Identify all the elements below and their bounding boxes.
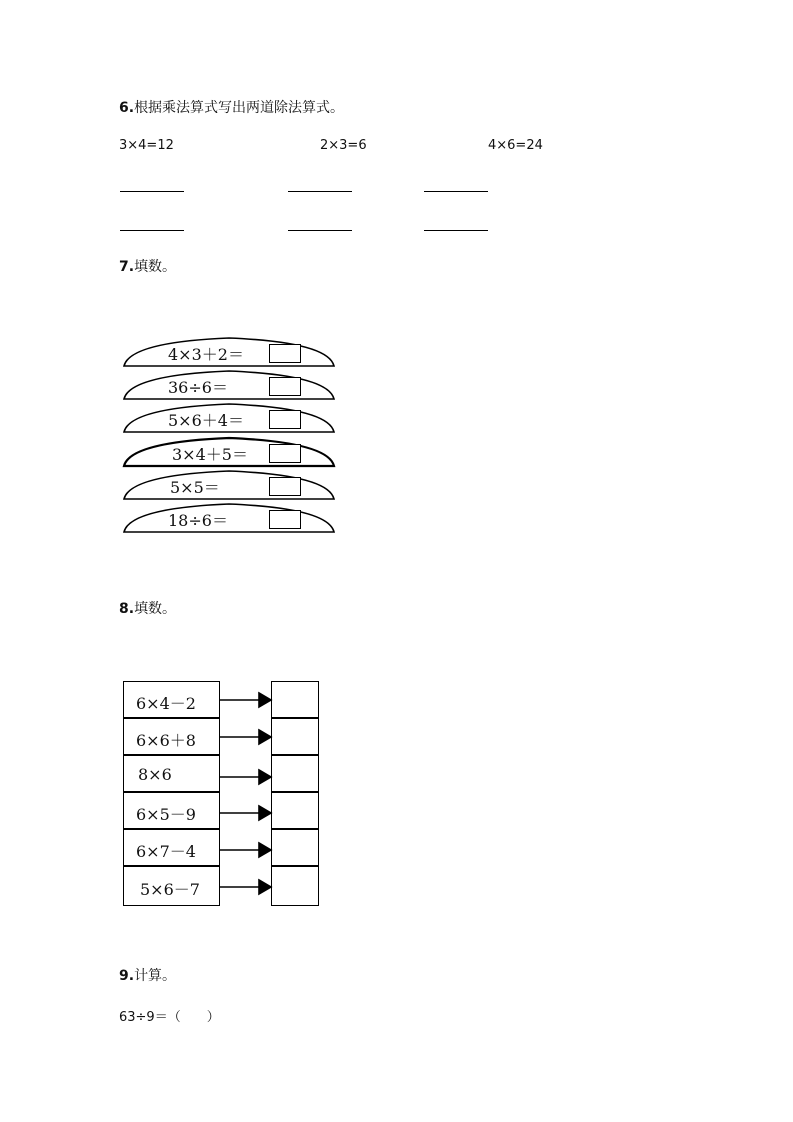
question-9-text: 计算。	[134, 968, 177, 984]
question-6-title	[119, 97, 344, 117]
q7-answer-box[interactable]	[269, 510, 301, 529]
q7-expression: 4×3＋2＝	[168, 345, 244, 364]
question-9-title	[119, 965, 176, 985]
arc-shape	[122, 502, 336, 534]
q8-answer-cell[interactable]	[271, 755, 319, 792]
q8-answer-cell[interactable]	[271, 829, 319, 866]
q8-expression: 6×4－2	[136, 694, 196, 713]
q6-equation-3: 4×6=24	[488, 138, 543, 153]
question-8-title	[119, 598, 176, 618]
q6-answer-blank[interactable]	[424, 230, 488, 231]
question-7-title	[119, 256, 176, 276]
q6-equation-1: 3×4=12	[119, 138, 174, 153]
q8-expression-cell	[123, 792, 220, 829]
q8-expression: 6×7－4	[136, 842, 196, 861]
q7-arc-item	[122, 469, 336, 501]
q8-answer-cell[interactable]	[271, 792, 319, 829]
q8-expression-cell	[123, 718, 220, 755]
q7-expression: 36÷6＝	[168, 378, 228, 397]
q7-answer-box[interactable]	[269, 344, 301, 363]
q7-expression: 5×6＋4＝	[168, 411, 244, 430]
q6-answer-blank[interactable]	[288, 191, 352, 192]
question-7-number: 7.	[119, 259, 135, 275]
arrow-icon	[259, 730, 271, 744]
q7-expression: 18÷6＝	[168, 511, 228, 530]
q7-arc-item	[122, 369, 336, 401]
q8-expression: 8×6	[138, 765, 172, 784]
q8-expression: 5×6－7	[140, 880, 200, 899]
q8-expression-cell	[123, 866, 220, 906]
q7-arc-item	[122, 502, 336, 534]
q6-answer-blank[interactable]	[288, 230, 352, 231]
q6-equation-2: 2×3=6	[320, 138, 367, 153]
question-6-text: 根据乘法算式写出两道除法算式。	[134, 100, 345, 116]
q7-arc-item	[122, 402, 336, 434]
question-7-text: 填数。	[134, 259, 177, 275]
q8-answer-cell[interactable]	[271, 718, 319, 755]
q8-arrows	[219, 681, 279, 911]
q7-answer-box[interactable]	[269, 444, 301, 463]
q8-expression: 6×5－9	[136, 805, 196, 824]
arc-shape	[122, 469, 336, 501]
arrow-icon	[259, 693, 271, 707]
q6-answer-blank[interactable]	[424, 191, 488, 192]
arc-shape	[122, 369, 336, 401]
q7-arc-item	[122, 336, 336, 368]
q7-arc-item	[122, 436, 336, 468]
q6-answer-blank[interactable]	[120, 191, 184, 192]
question-6-number: 6.	[119, 100, 135, 116]
q8-expression-cell	[123, 755, 220, 792]
arrow-icon	[259, 843, 271, 857]
q8-expression-cell	[123, 681, 220, 718]
q8-expression: 6×6＋8	[136, 731, 196, 750]
q7-answer-box[interactable]	[269, 410, 301, 429]
q9-expression: 63÷9＝（ ）	[119, 1010, 220, 1025]
q7-expression: 5×5＝	[170, 478, 220, 497]
q7-answer-box[interactable]	[269, 377, 301, 396]
q8-answer-cell[interactable]	[271, 681, 319, 718]
q6-answer-blank[interactable]	[120, 230, 184, 231]
q7-expression: 3×4＋5＝	[172, 445, 248, 464]
q8-expression-cell	[123, 829, 220, 866]
arrow-icon	[259, 806, 271, 820]
arrow-icon	[259, 880, 271, 894]
q7-answer-box[interactable]	[269, 477, 301, 496]
question-8-number: 8.	[119, 601, 135, 617]
arrow-icon	[259, 770, 271, 784]
question-9-number: 9.	[119, 968, 135, 984]
question-8-text: 填数。	[134, 601, 177, 617]
q8-answer-cell[interactable]	[271, 866, 319, 906]
